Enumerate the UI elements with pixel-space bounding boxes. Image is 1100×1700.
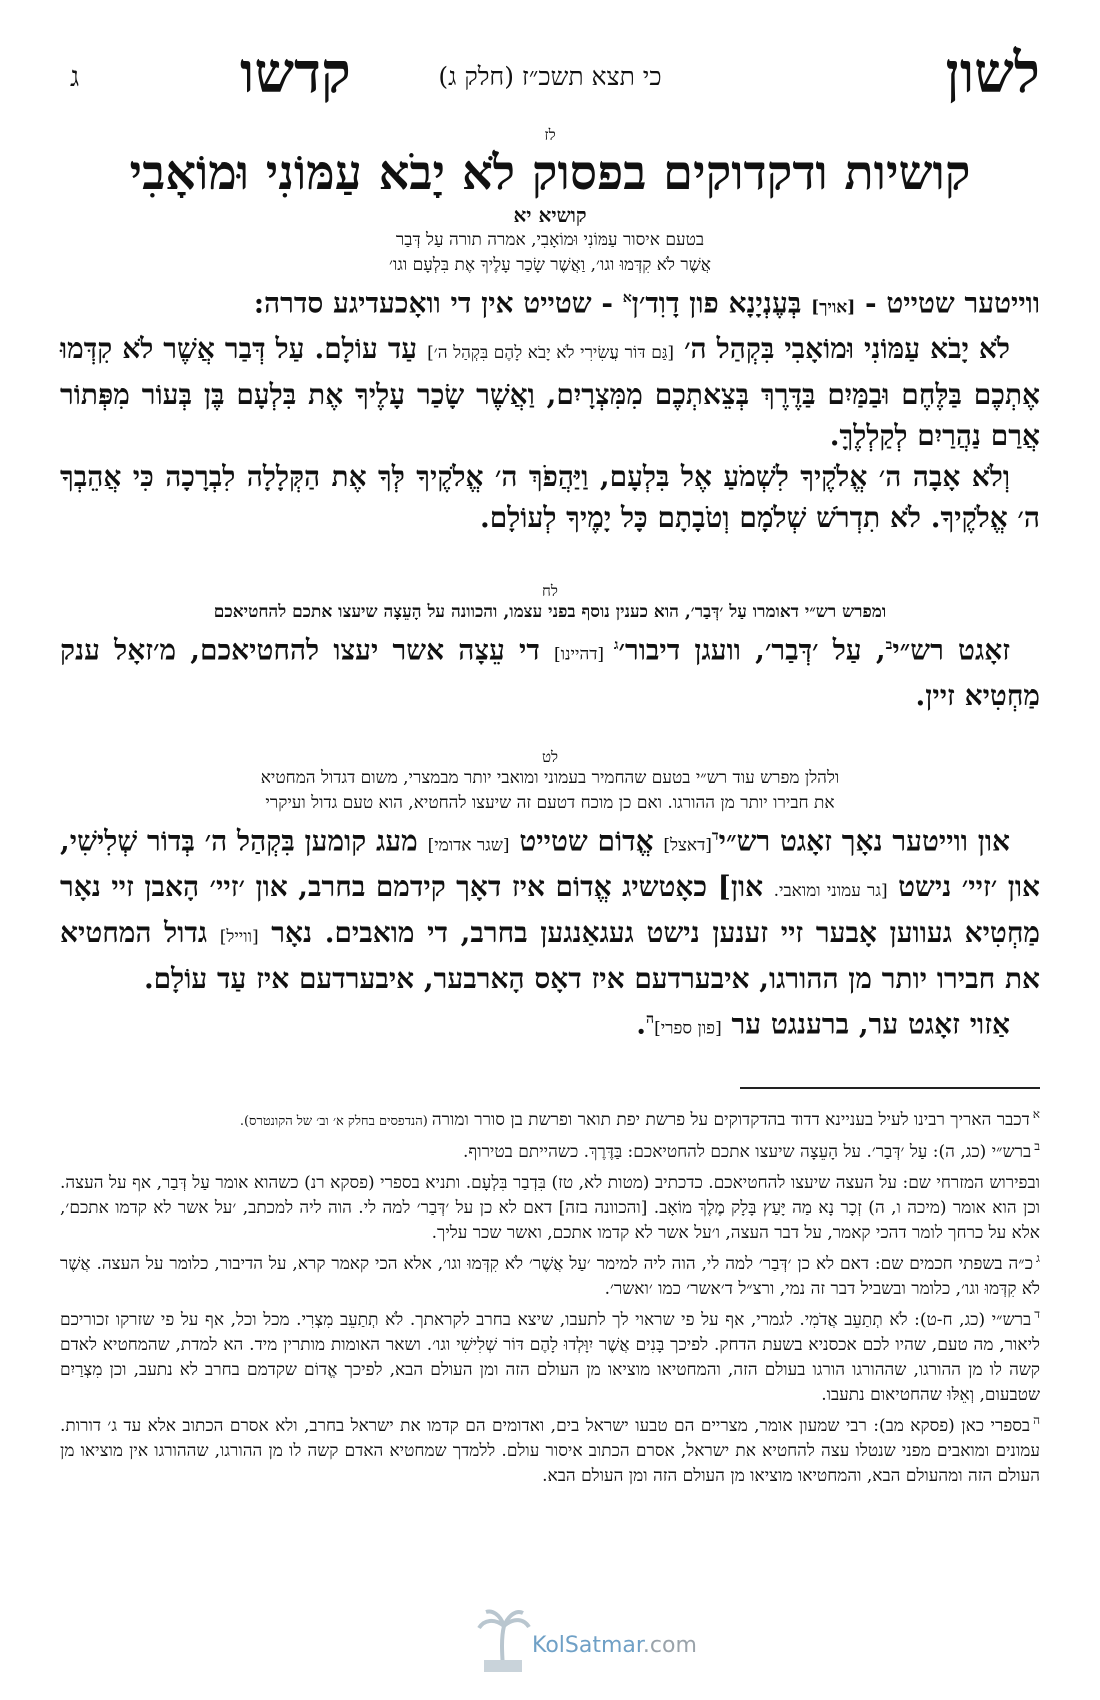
inline-note: [פון ספרי] [654,1018,722,1039]
inline-note: [גר עמוני ומואבי. [773,881,888,902]
footnote [60,1252,1040,1302]
body-text: און ווייטער נאָך זאָגט רש״י [718,824,1010,858]
body-paragraph [60,625,1040,716]
body-paragraph [60,278,1040,328]
verse-text: לֹא יָבֹא עַמּוֹנִי וּמוֹאָבִי בִּקְהַל ה׳ [674,332,1011,366]
verse-paragraph [60,456,1040,538]
section-number: לט [541,748,559,766]
footnote-text: (הנדפסים בחלק א׳ וב׳ של הקונטרס). [239,1114,432,1129]
inline-note: [ווייל] [219,927,259,948]
footnote [60,1414,1040,1489]
body-paragraph [60,999,1040,1049]
footnote-separator [740,1087,1040,1089]
footnote-text: ובפירוש המזרחי שם: על העצה שיעצו להחטיאכם. כדכתיב (מטות לא, טז) בִּדְבַר בִּלְעָם. ותניא בספרי (פסקא רנ) כשהוא אומר עַל דְּבַר, אף על העצה. וכן הוא אומר (מיכה ו, ה) זְכָר נָא מַה יָּעַץ בָּלָק מֶלֶךְ מוֹאָב. [והכוונה בזה] דאם לא כן על ׳דְּבַר׳ למה לי. הוה ליה למכתב, ׳על אשר לא קדמו אתכם׳, אלא על כרחך לומר דהכי קאמר, על דבר העצה, ו׳על אשר לא קדמו אתכם, ואשר שכר עליך. [60,1173,1040,1243]
body-text: - שטייט אין די וואָכעדיגע סדרה: [253,286,623,320]
inline-note: [גַּם דּוֹר עֲשִׂירִי לֹא יָבֹא לָהֶם בִּקְהַל ה׳] [427,343,675,364]
body-text: ווייטער שטייט - [855,286,1040,320]
footnote [60,1140,1040,1165]
footnote-ref[interactable]: ד [711,828,719,844]
section-38 [60,582,1040,716]
verse-text: עַד עוֹלָם. עַל דְּבַר אֲשֶׁר לֹא קִדְּמוּ אֶתְכֶם בַּלֶּחֶם וּבַמַּיִם בַּדֶּרֶךְ בְּצֵאתְכֶם מִמִּצְרָיִם, וַאֲשֶׁר שָׂכַר עָלֶיךָ אֶת בִּלְעָם בֶּן בְּעוֹר מִפְּתוֹר אֲרַם נַהֲרַיִם לְקַלְלֶךָּ. [60,332,1040,453]
footnote-ref[interactable]: ג [613,637,619,653]
header-center-text: כי תצא תשכ״ז (חלק ג) [438,62,662,91]
body-text: און] כאָטשיג אֱדוֹם איז דאָך קידמם בחרב, און ׳זיי׳ הָאבן זיי נאָר מַחְטִיא געווען אָבער זיי זענען נישט געגאַנגען בחרב, די מואבים. נאָר [60,870,1040,950]
kolsatmar-logo[interactable] [476,1608,697,1678]
verse-paragraph [60,328,1040,456]
section-number: לז [544,126,556,144]
section-title: קושיות ודקדוקים בפסוק לֹא יָבֹא עַמּוֹנִי וּמוֹאָבִי [129,145,971,201]
footnote [60,1108,1040,1134]
footnote [60,1308,1040,1408]
footnote-mark: ד [1034,1307,1040,1322]
header-title-right: לשון [945,40,1040,106]
footnote [60,1171,1040,1246]
footnotes [60,1108,1040,1495]
section-intro-line: אֲשֶׁר לֹא קִדְּמוּ וגו׳, וַאֲשֶׁר שָׂכַר עָלֶיךָ אֶת בִּלְעָם וגו׳ [389,255,711,275]
inline-note: [אויך] [811,297,856,318]
body-text: די עֵצָה אשר יעצו להחטיאכם, מ׳זאָל ענק מַחְטִיא זיין. [60,633,1040,713]
footnote-ref[interactable]: א [622,290,632,306]
logo-tld: .com [642,1633,697,1658]
footnote-text: בספרי כאן (פסקא מב): רבי שמעון אומר, מצריים הם טבעו ישראל בים, ואדומים הם קדמו את ישראל בחרב, ולא אסרם הכתוב אלא עד ג׳ דורות. עמונים ומואבים מפני שנטלו עצה להחטיא את ישראל, אסרם הכתוב איסור עולם. ללמדך שמחטיא האדם קשה לו מן ההורגו, שההורגו אין מוציאו מן העולם הזה ומהעולם הבא, והמחטיאו מוציאו מן העולם הזה ומן העולם הבא. [60,1416,1040,1486]
footnote-ref[interactable]: ב [885,637,893,653]
body-text: גדול המחטיא את חבירו יותר מן ההורגו, איבערדעם איז דאָס הָארבער, איבערדעם איז עַד עוֹלָם. [60,916,1040,996]
section-37 [60,126,1040,538]
running-header [60,40,1040,110]
footnote-mark: א [1032,1107,1040,1122]
body-text: בְּעֶנְיָנָא פון דָוִד׳ן [631,286,812,320]
section-intro-line: את חבירו יותר מן ההורגו. ואם כן מוכח דטעם זה שיעצו להחטיא, הוא טעם גדול ועיקרי [265,793,835,813]
page-number: ג [70,60,80,93]
inline-note: [שגר אדומי] [427,835,510,856]
header-title-left: קדשו [240,40,351,106]
body-text: . [636,1007,646,1041]
inline-note: [דהיינו] [554,644,614,665]
body-text: זאָגט רש״י [892,633,1011,667]
footnote-mark: ב [1034,1139,1040,1154]
body-text: מעג קומען בִּקְהַל ה׳ בְּדוֹר שְׁלִישִׁי, און ׳זיי׳ נישט [60,824,1041,904]
footnote-mark: ה [1033,1413,1040,1428]
section-number: לח [542,582,558,600]
section-intro-line: בטעם איסור עַמּוֹנִי וּמוֹאָבִי, אמרה תורה עַל דְּבַר [395,230,705,250]
inline-note: [דאצל] [663,835,712,856]
footnote-text: דכבר האריך רבינו לעיל בעניינא דדוד בהדקדוקים על פרשת יפת תואר ופרשת בן סורר ומורה [431,1110,1030,1130]
body-paragraph [60,816,1040,999]
footnote-mark: ג [1036,1251,1041,1266]
logo-name: KolSatmar [532,1633,643,1658]
footnote-text: ברש״י (כג, ה): עַל ׳דְּבַר׳. על הָעֵצָה שיעצו אתכם להחטיאכם: בַּדֶּרֶךְ. כשהייתם בטירוף. [463,1142,1032,1162]
palm-tree-icon [476,1608,531,1674]
footnote-ref[interactable]: ה [646,1011,655,1028]
verse-text: וְלֹא אָבָה ה׳ אֱלֹקֶיךָ לִשְׁמֹעַ אֶל בִּלְעָם, וַיַּהֲפֹךְ ה׳ אֱלֹקֶיךָ לְּךָ אֶת הַקְּלָלָה לִבְרָכָה כִּי אֲהֵבְךָ ה׳ אֱלֹקֶיךָ. לֹא תִדְרֹשׁ שְׁלֹמָם וְטֹבָתָם כָּל יָמֶיךָ לְעוֹלָם. [60,460,1040,535]
section-intro-line: ומפרש רש״י דאומרו עַל ׳דְּבַר׳, הוא כענין נוסף בפני עצמו, והכוונה על הָעֵצָה שיעצו אתכם להחטיאכם [213,602,887,622]
body-text: , עַל ׳דְּבַר׳, וועגן דיבור׳ [618,633,886,667]
logo-text [532,1633,697,1658]
section-subtitle: קושיא יא [513,203,587,227]
footnote-text: ברש״י (כג, ח-ט): לֹא תְתַעֵב אֲדֹמִי. לגמרי, אף על פי שראוי לך לתעבו, שיצא בחרב לקראתך. לֹא תְתַעֵב מִצְרִי. מכל וכל, אף על פי שזרקו זכוריכם ליאור, מה טעם, שהיו לכם אכסניא בשעת הדחק. לפיכך בָּנִים אֲשֶׁר יִוָּלְדוּ לָהֶם דּוֹר שְׁלִישִׁי וגו׳. ושאר האומות מותרין מיד. הא למדת, שהמחטיא לאדם קשה לו מן ההורגו, שההורגו הורגו בעולם הזה, והמחטיאו מוציאו מן העולם הזה ומן העולם הבא, לפיכך אֱדוֹם שקדמם בחרב לא נתעב, וכן מִצְרַיִם שטבעום, וְאֵלּוּ שהחטיאום נתעבו. [60,1310,1040,1405]
body-text: אַזוי זאָגט ער, ברענגט ער [721,1007,1010,1041]
section-intro-line: ולהלן מפרש עוד רש״י בטעם שהחמיר בעמוני ומואבי יותר מבמצרי, משום דגדול המחטיא [260,768,840,788]
body-text: אֱדוֹם שטייט [509,824,664,858]
footnote-text: כ״ה בשפתי חכמים שם: דאם לא כן ׳דְּבַר׳ למה לי, הוה ליה למימר ׳עַל אֲשֶׁר׳ לֹא קִדְּמוּ וגו׳, אלא הכי קאמר קרא, על הדיבור, כלומר על העצה. אֲשֶׁר לֹא קִדְּמוּ וגו׳, כלומר ובשביל דבר זה נמי, ורצ״ל ד׳אשר׳ כמו ׳ואשר׳. [60,1254,1040,1299]
section-39 [60,748,1040,1050]
